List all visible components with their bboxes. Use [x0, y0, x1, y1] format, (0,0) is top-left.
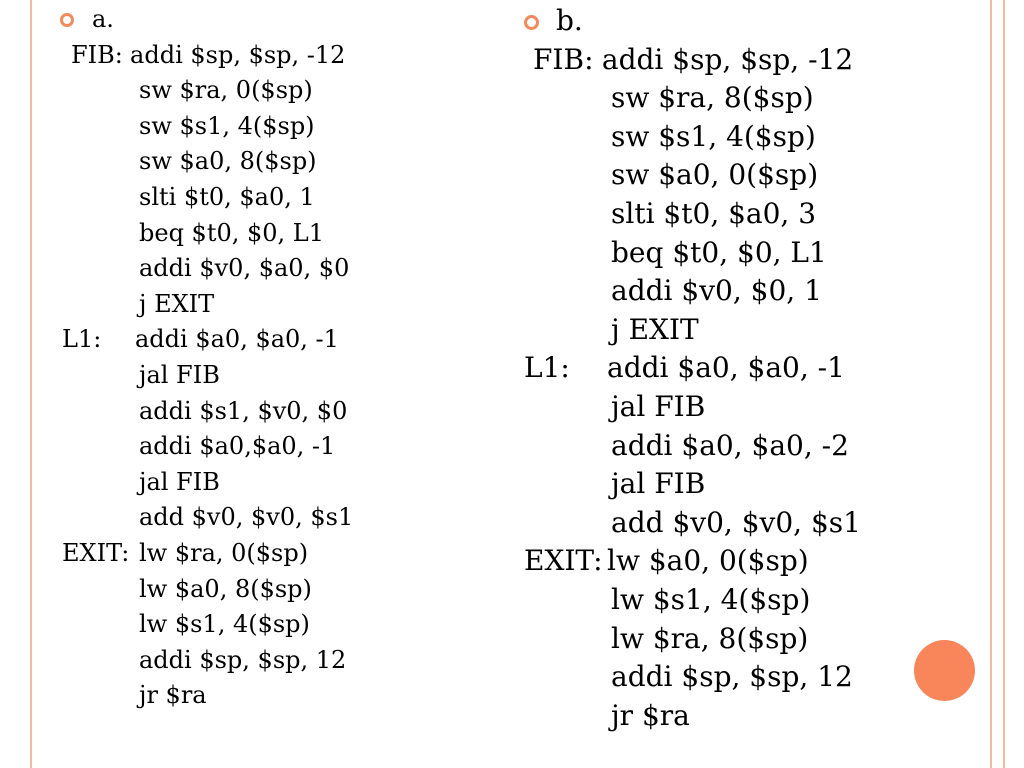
code-instruction: add $v0, $v0, $s1	[611, 505, 861, 539]
code-line	[524, 349, 861, 388]
code-instruction: addi $a0,$a0, -1	[139, 432, 336, 461]
code-instruction: j EXIT	[611, 312, 699, 346]
code-instruction: addi $sp, $sp, 12	[611, 660, 853, 694]
code-instruction: slti $t0, $a0, 1	[139, 182, 315, 211]
code-instruction: lw $ra, 0($sp)	[139, 538, 309, 567]
code-column-a	[62, 2, 353, 714]
code-instruction: addi $s1, $v0, $0	[139, 396, 348, 425]
code-instruction: lw $a0, 8($sp)	[139, 574, 312, 603]
code-line	[524, 156, 861, 195]
code-instruction: jr $ra	[611, 698, 690, 732]
code-line	[62, 144, 353, 180]
code-instruction: addi $a0, $a0, -1	[135, 325, 339, 354]
code-line	[62, 322, 353, 358]
code-line	[62, 287, 353, 323]
code-instruction: sw $ra, 8($sp)	[611, 81, 814, 115]
code-instruction: sw $a0, 0($sp)	[611, 158, 819, 192]
code-line	[62, 607, 353, 643]
code-line	[62, 73, 353, 109]
code-label: L1:	[62, 325, 102, 354]
code-line	[62, 109, 353, 145]
code-instruction: addi $sp, $sp, -12	[601, 42, 854, 76]
code-line	[524, 272, 861, 311]
code-line	[62, 394, 353, 430]
code-line	[524, 465, 861, 504]
code-line	[524, 504, 861, 543]
code-label: L1:	[524, 351, 570, 385]
code-line	[524, 234, 861, 273]
code-line	[62, 643, 353, 679]
code-instruction: addi $sp, $sp, 12	[139, 645, 347, 674]
code-line	[524, 581, 861, 620]
code-instruction: beq $t0, $0, L1	[139, 218, 325, 247]
slide-right-border-inner	[1003, 0, 1005, 768]
code-instruction: slti $t0, $a0, 3	[611, 196, 817, 230]
code-line	[524, 79, 861, 118]
code-instruction: j EXIT	[139, 289, 215, 318]
code-line	[524, 311, 861, 350]
code-column-b	[524, 2, 861, 735]
code-line	[62, 500, 353, 536]
decorative-circle	[914, 640, 975, 701]
code-line	[62, 429, 353, 465]
code-label: EXIT:	[62, 538, 130, 567]
code-line	[524, 41, 861, 80]
code-line	[62, 536, 353, 572]
code-instruction: addi $sp, $sp, -12	[130, 40, 346, 69]
code-instruction: sw $s1, 4($sp)	[611, 119, 816, 153]
bullet-icon	[60, 13, 74, 27]
code-line	[62, 38, 353, 74]
code-instruction: lw $ra, 8($sp)	[611, 621, 809, 655]
code-line	[524, 697, 861, 736]
code-instruction: lw $a0, 0($sp)	[607, 544, 809, 578]
code-instruction: lw $s1, 4($sp)	[611, 582, 811, 616]
slide-left-border	[0, 0, 32, 768]
code-label: FIB:	[71, 40, 123, 69]
code-line	[62, 465, 353, 501]
code-instruction: sw $s1, 4($sp)	[139, 111, 315, 140]
code-instruction: beq $t0, $0, L1	[611, 235, 827, 269]
code-line	[524, 542, 861, 581]
code-listing	[62, 38, 353, 714]
code-instruction: jal FIB	[139, 467, 220, 496]
code-instruction: jal FIB	[139, 360, 220, 389]
code-instruction: addi $a0, $a0, -1	[607, 351, 845, 385]
code-line	[524, 427, 861, 466]
code-listing	[524, 41, 861, 736]
code-instruction: jal FIB	[611, 467, 706, 501]
code-instruction: sw $a0, 8($sp)	[139, 147, 317, 176]
code-line	[524, 118, 861, 157]
code-label: FIB:	[533, 42, 594, 76]
code-instruction: lw $s1, 4($sp)	[139, 610, 310, 639]
code-instruction: jr $ra	[139, 681, 207, 710]
code-instruction: addi $v0, $a0, $0	[139, 254, 350, 283]
code-line	[524, 195, 861, 234]
code-line	[62, 251, 353, 287]
column-heading: a.	[92, 5, 114, 33]
code-line	[62, 572, 353, 608]
code-instruction: addi $v0, $0, 1	[611, 274, 822, 308]
code-line	[524, 658, 861, 697]
bullet-icon	[524, 15, 539, 30]
code-instruction: jal FIB	[611, 389, 706, 423]
code-line	[62, 180, 353, 216]
code-instruction: add $v0, $v0, $s1	[139, 503, 354, 532]
column-heading: b.	[556, 4, 583, 37]
code-instruction: sw $ra, 0($sp)	[139, 76, 313, 105]
code-line	[62, 358, 353, 394]
slide-right-border-outer	[990, 0, 1024, 768]
code-instruction: addi $a0, $a0, -2	[611, 428, 849, 462]
code-line	[62, 216, 353, 252]
code-line	[62, 678, 353, 714]
code-line	[524, 620, 861, 659]
code-line	[524, 388, 861, 427]
code-label: EXIT:	[524, 544, 603, 578]
